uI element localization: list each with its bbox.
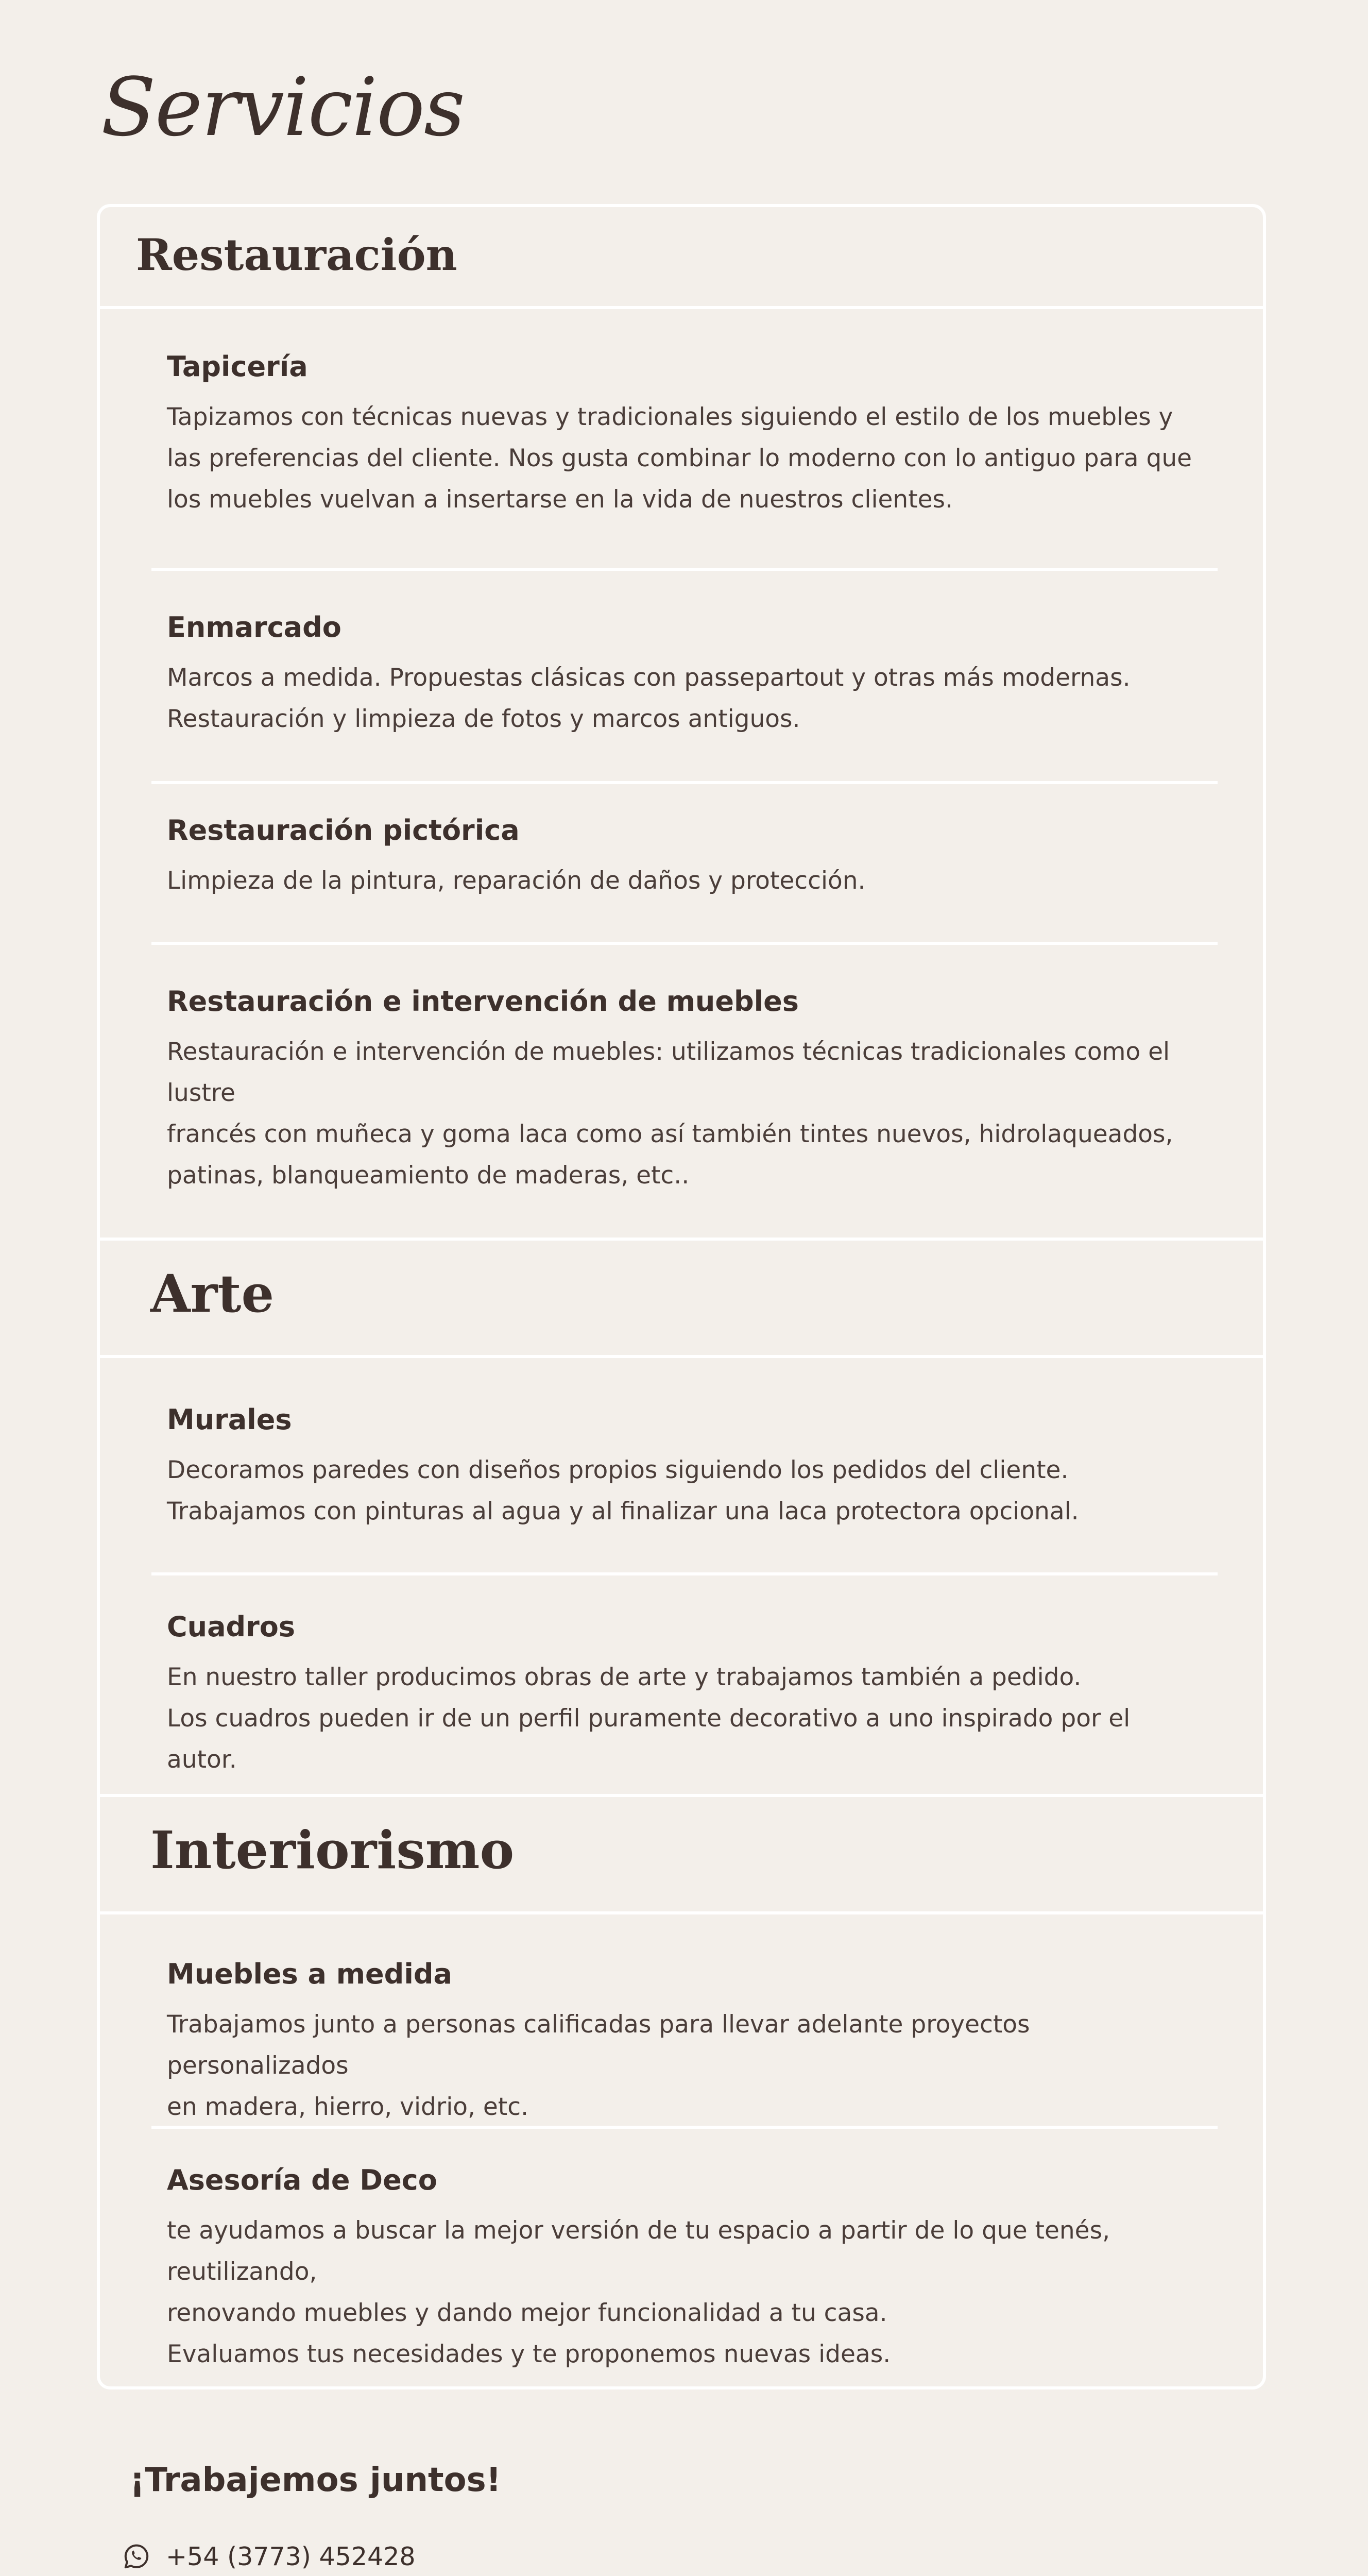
contact-title: ¡Trabajemos juntos! <box>130 2461 501 2499</box>
page-title: Servicios <box>101 60 465 154</box>
section-title-restauracion: Restauración <box>136 229 457 280</box>
divider <box>151 2126 1218 2129</box>
service-item-asesoria-deco <box>167 2164 1202 2375</box>
service-item-murales <box>167 1403 1202 1532</box>
section-title-arte: Arte <box>150 1263 275 1324</box>
service-title: Enmarcado <box>167 611 341 643</box>
service-description: Limpieza de la pintura, reparación de daños y protección. <box>167 867 866 895</box>
service-title: Cuadros <box>167 1611 296 1643</box>
service-title: Restauración e intervención de muebles <box>167 985 799 1018</box>
service-item-restauracion-muebles <box>167 985 1202 1196</box>
service-title: Tapicería <box>167 350 308 383</box>
service-item-enmarcado <box>167 611 1202 740</box>
service-description: Trabajamos junto a personas calificadas para llevar adelante proyectos personalizados en madera, hierro, vidrio, etc. <box>167 2010 1030 2121</box>
contact-phone: +54 (3773) 452428 <box>166 2541 416 2571</box>
service-item-muebles-medida <box>167 1958 1202 2128</box>
contact-phone-link[interactable] <box>123 2540 416 2573</box>
section-arte-header <box>100 1238 1263 1358</box>
section-title-interiorismo: Interiorismo <box>150 1820 515 1880</box>
divider <box>151 781 1218 784</box>
whatsapp-icon <box>123 2543 150 2570</box>
services-card <box>97 204 1266 2389</box>
service-title: Muebles a medida <box>167 1958 452 1990</box>
service-title: Murales <box>167 1403 292 1436</box>
service-item-tapiceria <box>167 350 1202 520</box>
service-item-restauracion-pictorica <box>167 814 1202 902</box>
service-title: Restauración pictórica <box>167 814 520 846</box>
service-title: Asesoría de Deco <box>167 2164 437 2196</box>
section-interiorismo-header <box>100 1794 1263 1914</box>
service-description: En nuestro taller producimos obras de arte y trabajamos también a pedido. Los cuadros pueden ir de un perfil puramente decorativo a uno inspirado por el autor. <box>167 1663 1131 1774</box>
service-description: Restauración e intervención de muebles: utilizamos técnicas tradicionales como el lustre francés con muñeca y goma laca como así también tintes nuevos, hidrolaqueados, patinas, blanqueamiento de maderas, etc.. <box>167 1038 1173 1190</box>
service-description: Tapizamos con técnicas nuevas y tradicionales siguiendo el estilo de los muebles y las preferencias del cliente. Nos gusta combinar lo moderno con lo antiguo para que los muebles vuelvan a insertarse en la vida de nuestros clientes. <box>167 403 1192 514</box>
section-restauracion-header <box>100 207 1263 309</box>
divider <box>151 942 1218 945</box>
divider <box>151 1572 1218 1575</box>
service-item-cuadros <box>167 1611 1202 1781</box>
service-description: Decoramos paredes con diseños propios siguiendo los pedidos del cliente. Trabajamos con pinturas al agua y al finalizar una laca protectora opcional. <box>167 1456 1079 1526</box>
divider <box>151 568 1218 571</box>
service-description: te ayudamos a buscar la mejor versión de tu espacio a partir de lo que tenés, reutilizando, renovando muebles y dando mejor funcionalidad a tu casa. Evaluamos tus necesidades y te proponemos nuevas ideas. <box>167 2216 1110 2368</box>
service-description: Marcos a medida. Propuestas clásicas con passepartout y otras más modernas. Restauración y limpieza de fotos y marcos antiguos. <box>167 664 1131 733</box>
